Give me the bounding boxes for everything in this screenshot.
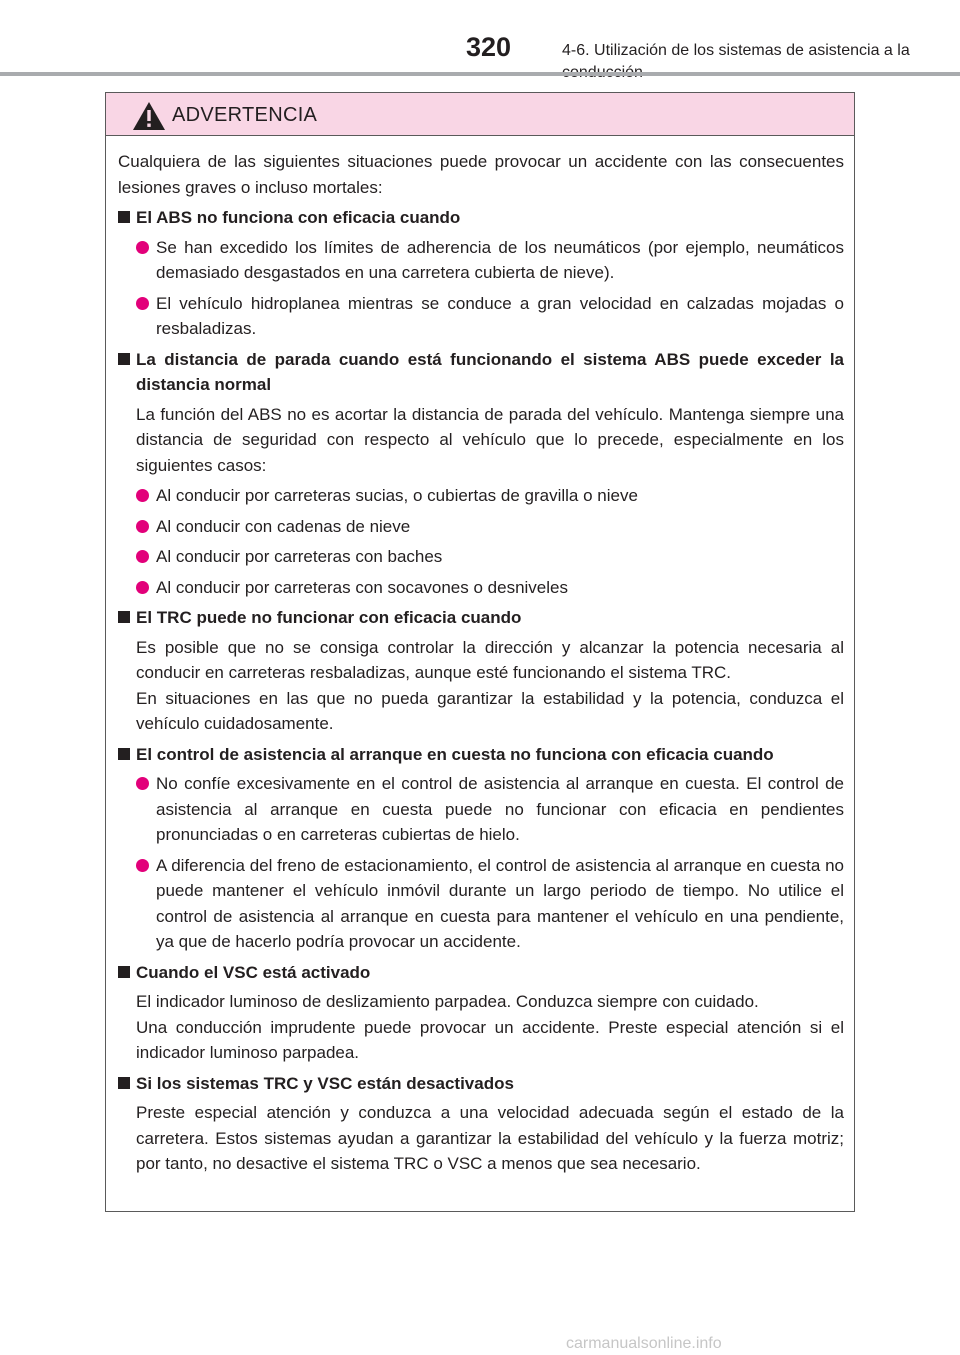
list-item-text: El vehículo hidroplanea mientras se conduce a gran velocidad en calzadas mojadas o resbaladizas.: [156, 293, 844, 338]
paragraph-line: Es posible que no se consiga controlar la dirección y alcanzar la potencia necesaria al conducir en carreteras resbaladizas, aunque esté funcionando el sistema TRC.: [136, 637, 844, 682]
round-bullet-icon: [136, 489, 149, 502]
square-bullet-icon: [118, 966, 130, 978]
section-heading: [118, 347, 844, 398]
list-item-text: A diferencia del freno de estacionamiento, el control de asistencia al arranque en cuesta no puede mantener el vehículo inmóvil durante un largo periodo de tiempo. No utilice el control de asistencia al arranque en cuesta para mantener el vehículo en una pendiente, ya que de hacerlo podría provocar un accidente.: [156, 855, 844, 951]
list-item-text: Se han excedido los límites de adherencia de los neumáticos (por ejemplo, neumáticos demasiado desgastados en una carretera cubierta de nieve).: [156, 237, 844, 282]
section-paragraph: Preste especial atención y conduzca a una velocidad adecuada según el estado de la carretera. Estos sistemas ayudan a garantizar la estabilidad del vehículo y la fuerza motriz; por tanto, no desactive el sistema TRC o VSC a menos que sea necesario.: [136, 1103, 844, 1173]
section-heading: [118, 1071, 844, 1097]
section-paragraph: [118, 635, 844, 737]
list-item: [118, 483, 844, 509]
header-rule: [0, 72, 960, 76]
warning-section-trc: [118, 605, 844, 737]
list-item-text: No confíe excesivamente en el control de asistencia al arranque en cuesta. El control de asistencia al arranque en cuesta puede no funcionar con eficacia en pendientes pronunciadas o en carreteras cubiertas de hielo.: [156, 774, 844, 844]
list-item-text: Al conducir por carreteras con socavones o desniveles: [156, 577, 568, 597]
warning-section-hill-start: [118, 742, 844, 955]
square-bullet-icon: [118, 353, 130, 365]
section-heading-text: El ABS no funciona con eficacia cuando: [136, 208, 461, 227]
section-heading-text: Cuando el VSC está activado: [136, 962, 371, 982]
round-bullet-icon: [136, 550, 149, 563]
warning-header: [106, 93, 854, 136]
list-item: [118, 514, 844, 540]
warning-section-vsc-active: [118, 960, 844, 1066]
list-item: [118, 771, 844, 848]
list-item: [118, 291, 844, 342]
page-number: 320: [466, 32, 512, 62]
warning-title: ADVERTENCIA: [172, 104, 318, 126]
section-heading: [118, 205, 844, 231]
section-heading-text: El TRC puede no funcionar con eficacia cuando: [136, 608, 522, 627]
round-bullet-icon: [136, 241, 149, 254]
square-bullet-icon: [118, 748, 130, 760]
round-bullet-icon: [136, 777, 149, 790]
warning-section-trc-vsc-off: [118, 1071, 844, 1177]
round-bullet-icon: [136, 859, 149, 872]
list-item: [118, 575, 844, 601]
section-heading-text: La distancia de parada cuando está funcionando el sistema ABS puede exceder la distancia normal: [136, 349, 844, 394]
warning-section-abs: [118, 205, 844, 342]
list-item-text: Al conducir con cadenas de nieve: [156, 516, 411, 536]
list-item: [118, 544, 844, 570]
page-header: [0, 0, 960, 76]
list-item-text: Al conducir por carreteras con baches: [156, 547, 443, 566]
square-bullet-icon: [118, 611, 130, 623]
list-item: [118, 853, 844, 955]
warning-intro: Cualquiera de las siguientes situaciones puede provocar un accidente con las consecuentes lesiones graves o incluso mortales:: [118, 152, 844, 197]
square-bullet-icon: [118, 1077, 130, 1089]
round-bullet-icon: [136, 581, 149, 594]
section-title: 4-6. Utilización de los sistemas de asistencia a la: [562, 42, 910, 59]
list-item: [118, 235, 844, 286]
paragraph-line: El indicador luminoso de deslizamiento parpadea. Conduzca siempre con cuidado.: [136, 992, 759, 1011]
paragraph-line: En situaciones en las que no pueda garantizar la estabilidad y la potencia, conduzca el vehículo cuidadosamente.: [136, 688, 844, 733]
section-heading-text: El control de asistencia al arranque en cuesta no funciona con eficacia cuando: [136, 744, 774, 764]
section-heading: [118, 742, 844, 768]
section-heading: [118, 960, 844, 986]
warning-section-stopping-distance: [118, 347, 844, 601]
paragraph-line: Una conducción imprudente puede provocar un accidente. Preste especial atención si el indicador luminoso parpadea.: [136, 1017, 844, 1062]
section-paragraph: [118, 989, 844, 1066]
section-paragraph: La función del ABS no es acortar la distancia de parada del vehículo. Mantenga siempre una distancia de seguridad con respecto al vehículo que lo precede, especialmente en los siguientes casos:: [136, 404, 844, 475]
section-heading: [118, 605, 844, 631]
round-bullet-icon: [136, 297, 149, 310]
list-item-text: Al conducir por carreteras sucias, o cubiertas de gravilla o nieve: [156, 486, 638, 505]
round-bullet-icon: [136, 520, 149, 533]
section-heading-text: Si los sistemas TRC y VSC están desactivados: [136, 1073, 514, 1093]
square-bullet-icon: [118, 211, 130, 223]
warning-box: [105, 92, 855, 1212]
warning-body: [118, 149, 844, 1182]
site-watermark: carmanualsonline.info: [566, 1335, 722, 1352]
warning-triangle-icon: [132, 101, 166, 131]
